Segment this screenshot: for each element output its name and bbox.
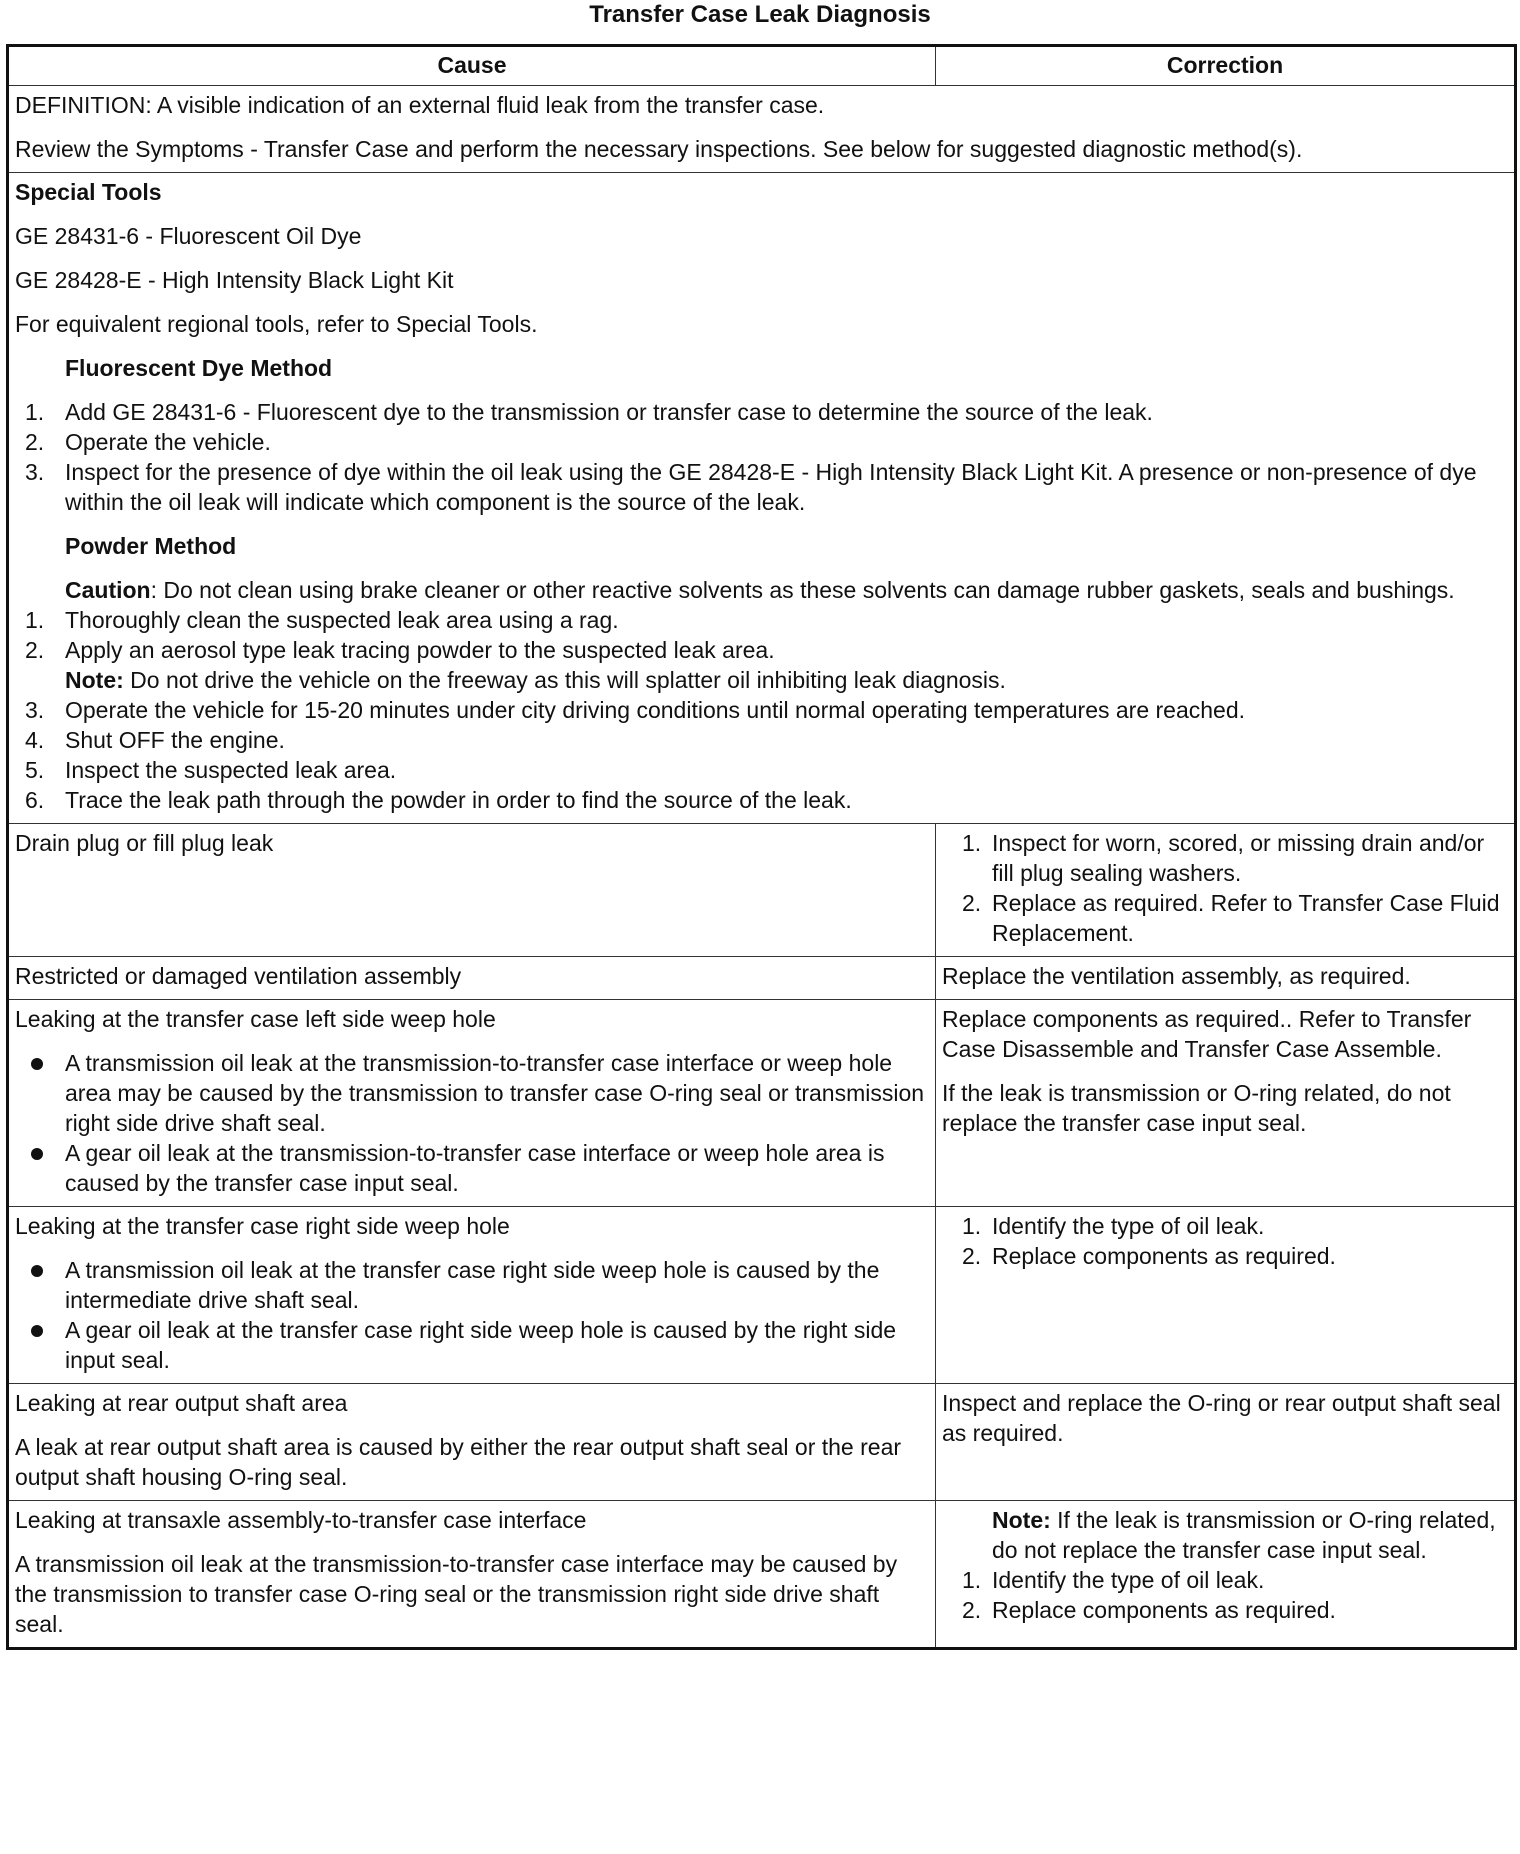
special-tools-cell bbox=[8, 173, 1516, 824]
list-item: 1. Identify the type of oil leak. bbox=[962, 1567, 1265, 1593]
list-item: 2. Replace components as required. bbox=[962, 1243, 1336, 1269]
dye-method-steps bbox=[15, 397, 1508, 517]
correction-header: Correction bbox=[936, 46, 1516, 86]
table-row bbox=[8, 824, 1516, 957]
list-item: 6. Trace the leak path through the powder in order to find the source of the leak. bbox=[25, 787, 852, 813]
bullet-icon bbox=[31, 1148, 43, 1160]
table-row bbox=[8, 1207, 1516, 1384]
list-item: 3. Inspect for the presence of dye within the oil leak using the GE 28428-E - High Intensity Black Light Kit. A presence or non-presence of dye within the oil leak will indicate which component is the source of the leak. bbox=[25, 459, 1477, 515]
list-item: 3. Operate the vehicle for 15-20 minutes under city driving conditions until normal operating temperatures are reached. bbox=[25, 697, 1246, 723]
list-item: 1. Identify the type of oil leak. bbox=[962, 1213, 1265, 1239]
correction-cell: Replace components as required.. Refer to Transfer Case Disassemble and Transfer Case Assemble. If the leak is transmission or O-ring related, do not replace the transfer case input seal. bbox=[936, 1000, 1516, 1207]
table-row bbox=[8, 1501, 1516, 1649]
list-item: 2. Operate the vehicle. bbox=[25, 429, 271, 455]
list-item: 2. Apply an aerosol type leak tracing powder to the suspected leak area. Note: Do not drive the vehicle on the freeway as this will splatter oil inhibiting leak diagnosis. bbox=[25, 637, 1006, 693]
special-tools-row bbox=[8, 173, 1516, 824]
regional-tools-note: For equivalent regional tools, refer to Special Tools. bbox=[15, 311, 538, 337]
list-item: 5. Inspect the suspected leak area. bbox=[25, 757, 397, 783]
dye-method-heading: Fluorescent Dye Method bbox=[65, 355, 333, 381]
bullet-icon bbox=[31, 1325, 43, 1337]
cause-cell: Leaking at transaxle assembly-to-transfer case interface A transmission oil leak at the transmission-to-transfer case interface may be caused by the transmission to transfer case O-ring seal or the transmission right side drive shaft seal. bbox=[8, 1501, 936, 1649]
table-header-row bbox=[8, 46, 1516, 86]
definition-cell bbox=[8, 86, 1516, 173]
cause-cell: Leaking at rear output shaft area A leak at rear output shaft area is caused by either the rear output shaft seal or the rear output shaft housing O-ring seal. bbox=[8, 1384, 936, 1501]
correction-cell bbox=[936, 1501, 1516, 1649]
cause-cell: Restricted or damaged ventilation assembly bbox=[8, 957, 936, 1000]
list-item: 1. Inspect for worn, scored, or missing drain and/or fill plug sealing washers. bbox=[962, 830, 1485, 886]
review-text: Review the Symptoms - Transfer Case and perform the necessary inspections. See below for suggested diagnostic method(s). bbox=[15, 136, 1303, 162]
correction-cell bbox=[936, 824, 1516, 957]
powder-method-steps bbox=[15, 605, 1508, 815]
cause-cell: Leaking at the transfer case left side weep hole A transmission oil leak at the transmission-to-transfer case interface or weep hole area may be caused by the transmission to transfer case O-ring seal or transmission right side drive shaft seal. A gear oil leak at the transmission-to-transfer case interface or weep hole area is caused by the transfer case input seal. bbox=[8, 1000, 936, 1207]
list-item: A transmission oil leak at the transmission-to-transfer case interface or weep hole area may be caused by the transmission to transfer case O-ring seal or transmission right side drive shaft seal. bbox=[15, 1048, 929, 1138]
cause-cell: Leaking at the transfer case right side weep hole A transmission oil leak at the transfer case right side weep hole is caused by the intermediate drive shaft seal. A gear oil leak at the transfer case right side weep hole is caused by the right side input seal. bbox=[8, 1207, 936, 1384]
list-item: 1. Add GE 28431-6 - Fluorescent dye to the transmission or transfer case to determine the source of the leak. bbox=[25, 399, 1153, 425]
list-item: 2. Replace components as required. bbox=[962, 1597, 1336, 1623]
tool-dye: GE 28431-6 - Fluorescent Oil Dye bbox=[15, 223, 362, 249]
note-text: Note: If the leak is transmission or O-ring related, do not replace the transfer case input seal. bbox=[992, 1507, 1496, 1563]
document-title: Transfer Case Leak Diagnosis bbox=[589, 1, 931, 28]
correction-cell: Inspect and replace the O-ring or rear output shaft seal as required. bbox=[936, 1384, 1516, 1501]
bullet-icon bbox=[31, 1265, 43, 1277]
correction-cell: Replace the ventilation assembly, as required. bbox=[936, 957, 1516, 1000]
list-item: A transmission oil leak at the transfer case right side weep hole is caused by the intermediate drive shaft seal. bbox=[15, 1255, 929, 1315]
leak-diagnosis-table bbox=[6, 44, 1517, 1650]
special-tools-heading: Special Tools bbox=[15, 179, 162, 205]
cause-cell: Drain plug or fill plug leak bbox=[8, 824, 936, 957]
list-item: 4. Shut OFF the engine. bbox=[25, 727, 285, 753]
correction-cell bbox=[936, 1207, 1516, 1384]
table-row bbox=[8, 1384, 1516, 1501]
list-item: A gear oil leak at the transfer case right side weep hole is caused by the right side input seal. bbox=[15, 1315, 929, 1375]
definition-text: DEFINITION: A visible indication of an external fluid leak from the transfer case. bbox=[15, 92, 825, 118]
bullet-icon bbox=[31, 1058, 43, 1070]
tool-black-light: GE 28428-E - High Intensity Black Light Kit bbox=[15, 267, 454, 293]
table-row bbox=[8, 957, 1516, 1000]
powder-method-heading: Powder Method bbox=[65, 533, 237, 559]
list-item: A gear oil leak at the transmission-to-transfer case interface or weep hole area is caused by the transfer case input seal. bbox=[15, 1138, 929, 1198]
caution-text: Caution: Do not clean using brake cleaner or other reactive solvents as these solvents can damage rubber gaskets, seals and bushings. bbox=[65, 577, 1455, 603]
list-item: 1. Thoroughly clean the suspected leak area using a rag. bbox=[25, 607, 619, 633]
cause-header: Cause bbox=[8, 46, 936, 86]
table-row bbox=[8, 1000, 1516, 1207]
definition-row bbox=[8, 86, 1516, 173]
list-item: 2. Replace as required. Refer to Transfer Case Fluid Replacement. bbox=[962, 890, 1500, 946]
